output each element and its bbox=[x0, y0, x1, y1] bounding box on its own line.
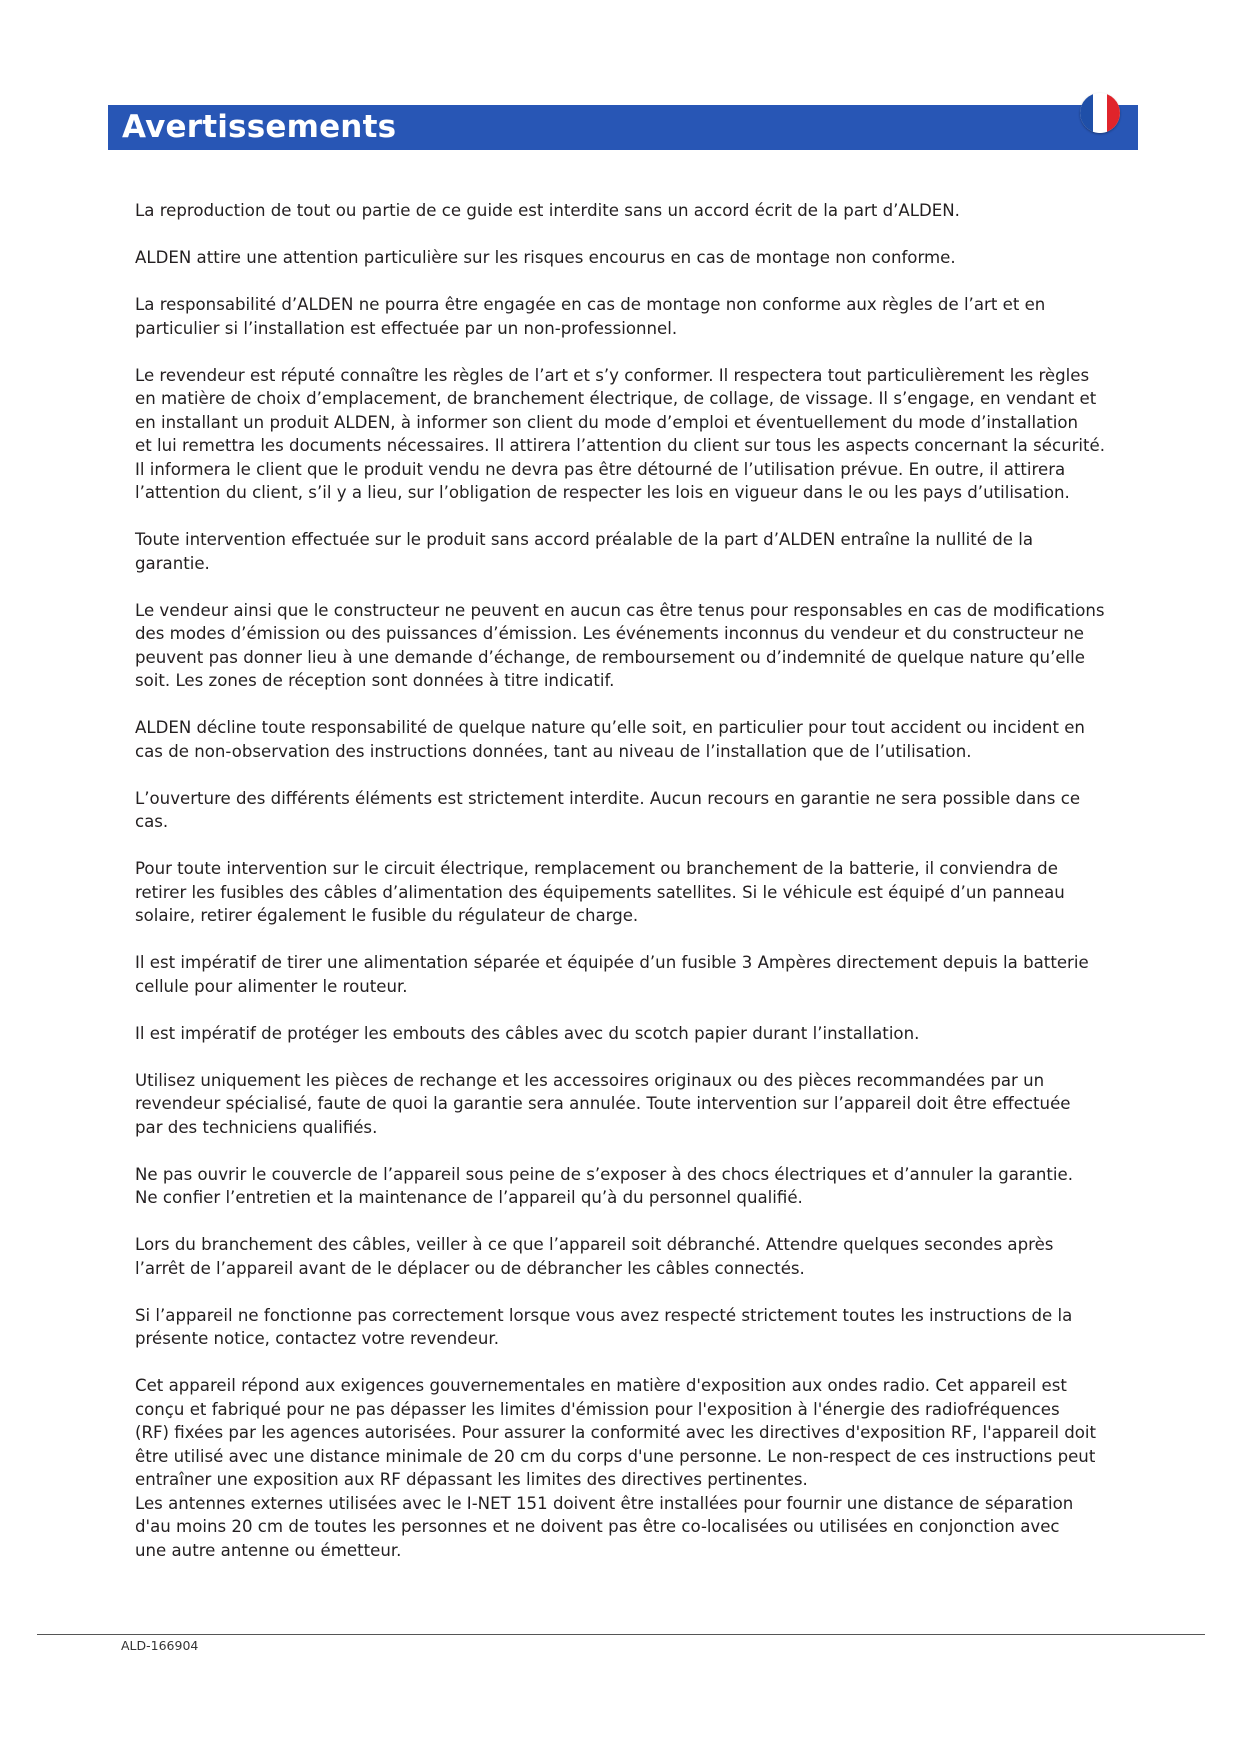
warning-paragraph bbox=[135, 716, 1127, 763]
paragraph-line: entraîner une exposition aux RF dépassant les limites des directives pertinentes. bbox=[135, 1470, 808, 1489]
warning-paragraph bbox=[135, 951, 1127, 998]
paragraph-line: cas. bbox=[135, 812, 169, 831]
paragraph-line: soit. Les zones de réception sont données à titre indicatif. bbox=[135, 671, 615, 690]
paragraph-line: d'au moins 20 cm de toutes les personnes et ne doivent pas être co-localisées ou utilisées en conjonction avec bbox=[135, 1517, 1060, 1536]
paragraph-line: ALDEN attire une attention particulière sur les risques encourus en cas de montage non conforme. bbox=[135, 248, 956, 267]
paragraph-line: La reproduction de tout ou partie de ce guide est interdite sans un accord écrit de la part d’ALDEN. bbox=[135, 201, 960, 220]
page-title: Avertissements bbox=[122, 109, 397, 145]
paragraph-line: Il informera le client que le produit vendu ne devra pas être détourné de l’utilisation prévue. En outre, il attirera bbox=[135, 459, 1066, 479]
paragraph-line: conçu et fabriqué pour ne pas dépasser les limites d'émission pour l'exposition à l'énergie des radiofréquences bbox=[135, 1399, 1060, 1419]
warning-paragraph bbox=[135, 1069, 1127, 1140]
paragraph-line: des modes d’émission ou des puissances d’émission. Les événements inconnus du vendeur et du constructeur ne bbox=[135, 624, 1084, 643]
warning-paragraph bbox=[135, 1233, 1127, 1280]
paragraph-line: peuvent pas donner lieu à une demande d’échange, de remboursement ou d’indemnité de quelque nature qu’elle bbox=[135, 647, 1085, 667]
france-flag-icon bbox=[1080, 93, 1120, 133]
section-header-bar bbox=[108, 105, 1138, 150]
warning-paragraph bbox=[135, 1022, 1127, 1046]
paragraph-line: Les antennes externes utilisées avec le I-NET 151 doivent être installées pour fournir une distance de séparation bbox=[135, 1493, 1074, 1513]
paragraph-line: Lors du branchement des câbles, veiller à ce que l’appareil soit débranché. Attendre quelques secondes après bbox=[135, 1235, 1054, 1254]
paragraph-line: La responsabilité d’ALDEN ne pourra être engagée en cas de montage non conforme aux règles de l’art et en bbox=[135, 295, 1046, 314]
paragraph-line: une autre antenne ou émetteur. bbox=[135, 1540, 402, 1560]
paragraph-line: particulier si l’installation est effectuée par un non-professionnel. bbox=[135, 318, 678, 338]
paragraph-line: en installant un produit ALDEN, à informer son client du mode d’emploi et éventuellement du mode d’installation bbox=[135, 412, 1079, 432]
paragraph-line: par des techniciens qualifiés. bbox=[135, 1117, 378, 1137]
paragraph-line: ALDEN décline toute responsabilité de quelque nature qu’elle soit, en particulier pour tout accident ou incident en bbox=[135, 718, 1085, 737]
warning-paragraph bbox=[135, 599, 1127, 693]
footer-divider bbox=[37, 1634, 1205, 1635]
paragraph-line: L’ouverture des différents éléments est strictement interdite. Aucun recours en garantie ne sera possible dans ce bbox=[135, 788, 1081, 808]
warning-paragraph bbox=[135, 364, 1127, 505]
warning-paragraph bbox=[135, 1304, 1127, 1351]
paragraph-line: Le vendeur ainsi que le constructeur ne peuvent en aucun cas être tenus pour responsables en cas de modifications bbox=[135, 600, 1105, 620]
paragraph-line: Ne confier l’entretien et la maintenance de l’appareil qu’à du personnel qualifié. bbox=[135, 1188, 803, 1207]
warning-paragraph bbox=[135, 246, 1127, 270]
paragraph-line: Il est impératif de tirer une alimentation séparée et équipée d’un fusible 3 Ampères directement depuis la batterie bbox=[135, 953, 1089, 972]
paragraph-line: retirer les fusibles des câbles d’alimentation des équipements satellites. Si le véhicule est équipé d’un panneau bbox=[135, 882, 1065, 902]
warning-paragraph bbox=[135, 528, 1127, 575]
paragraph-line: Utilisez uniquement les pièces de rechange et les accessoires originaux ou des pièces recommandées par un bbox=[135, 1070, 1045, 1090]
paragraph-line: garantie. bbox=[135, 553, 210, 573]
paragraph-line: Le revendeur est réputé connaître les règles de l’art et s’y conformer. Il respectera tout particulièrement les règles bbox=[135, 365, 1090, 385]
paragraph-line: Cet appareil répond aux exigences gouvernementales en matière d'exposition aux ondes radio. Cet appareil est bbox=[135, 1376, 1067, 1395]
paragraph-line: (RF) fixées par les agences autorisées. Pour assurer la conformité avec les directives d'exposition RF, l'appareil doit bbox=[135, 1423, 1097, 1442]
paragraph-line: cellule pour alimenter le routeur. bbox=[135, 976, 408, 996]
paragraph-line: l’attention du client, s’il y a lieu, sur l’obligation de respecter les lois en vigueur dans le ou les pays d’utilisation. bbox=[135, 483, 1070, 502]
paragraph-line: cas de non-observation des instructions données, tant au niveau de l’installation que de l’utilisation. bbox=[135, 741, 972, 761]
flag-stripe-white bbox=[1093, 93, 1106, 133]
document-reference: ALD-166904 bbox=[121, 1638, 199, 1653]
paragraph-line: Ne pas ouvrir le couvercle de l’appareil sous peine de s’exposer à des chocs électriques et d’annuler la garantie. bbox=[135, 1164, 1074, 1184]
paragraph-line: Il est impératif de protéger les embouts des câbles avec du scotch papier durant l’installation. bbox=[135, 1023, 920, 1043]
paragraph-line: l’arrêt de l’appareil avant de le déplacer ou de débrancher les câbles connectés. bbox=[135, 1258, 805, 1278]
warnings-body bbox=[135, 199, 1127, 1586]
warning-paragraph bbox=[135, 199, 1127, 223]
paragraph-line: Pour toute intervention sur le circuit électrique, remplacement ou branchement de la batterie, il conviendra de bbox=[135, 859, 1058, 878]
paragraph-line: revendeur spécialisé, faute de quoi la garantie sera annulée. Toute intervention sur l’appareil doit être effectuée bbox=[135, 1094, 1071, 1113]
warning-paragraph bbox=[135, 293, 1127, 340]
paragraph-line: Toute intervention effectuée sur le produit sans accord préalable de la part d’ALDEN entraîne la nullité de la bbox=[135, 530, 1034, 549]
warning-paragraph bbox=[135, 857, 1127, 928]
paragraph-line: présente notice, contactez votre revendeur. bbox=[135, 1329, 499, 1348]
paragraph-line: en matière de choix d’emplacement, de branchement électrique, de collage, de vissage. Il s’engage, en vendant et bbox=[135, 389, 1097, 408]
paragraph-line: et lui remettra les documents nécessaires. Il attirera l’attention du client sur tous les aspects concernant la sécurité. bbox=[135, 436, 1106, 455]
warning-paragraph bbox=[135, 1163, 1127, 1210]
paragraph-line: solaire, retirer également le fusible du régulateur de charge. bbox=[135, 906, 639, 925]
warning-paragraph bbox=[135, 787, 1127, 834]
paragraph-line: Si l’appareil ne fonctionne pas correctement lorsque vous avez respecté strictement toutes les instructions de la bbox=[135, 1305, 1073, 1325]
paragraph-line: être utilisé avec une distance minimale de 20 cm du corps d'une personne. Le non-respect de ces instructions peut bbox=[135, 1446, 1096, 1466]
warning-paragraph bbox=[135, 1374, 1127, 1562]
